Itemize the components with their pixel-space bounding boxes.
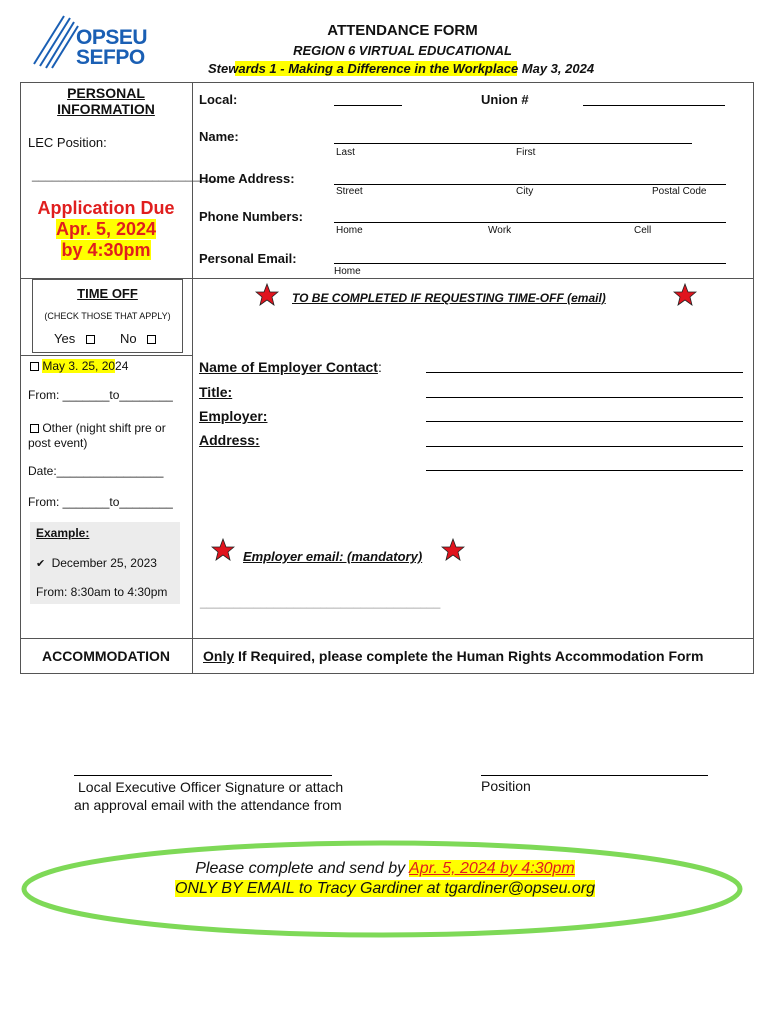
personal-email-input[interactable] — [334, 263, 726, 264]
home-phone-caption: Home — [336, 225, 363, 236]
other-option[interactable]: Other (night shift pre or post event) — [28, 421, 166, 450]
footer-line-1: Please complete and send by Apr. 5, 2024 by 4:30pm — [195, 860, 575, 877]
local-input[interactable] — [334, 105, 402, 106]
yes-checkbox[interactable] — [86, 335, 95, 344]
cell-phone-caption: Cell — [634, 225, 652, 236]
lec-position-label: LEC Position: — [28, 135, 107, 150]
postal-caption: Postal Code — [652, 186, 707, 197]
checkmark-icon: ✔ — [36, 558, 46, 570]
logo-text-sefpo: SEFPO — [76, 46, 145, 69]
logo-text-opseu: OPSEU — [76, 26, 148, 49]
from-to-1[interactable]: From: _______to________ — [28, 388, 173, 402]
address-label: Address: — [199, 432, 260, 448]
title-label: Title: — [199, 384, 233, 400]
date-field[interactable]: Date:________________ — [28, 464, 164, 478]
employer-email-input[interactable]: ____________________________________ — [200, 595, 441, 609]
address-input-2[interactable] — [426, 470, 743, 471]
phone-input[interactable] — [334, 222, 726, 223]
phone-label: Phone Numbers: — [199, 209, 304, 224]
employer-contact-label: Name of Employer Contact: — [199, 359, 382, 375]
no-option[interactable]: No — [120, 331, 156, 346]
form-subtitle: REGION 6 VIRTUAL EDUCATIONAL — [293, 43, 512, 58]
accommodation-text: Only If Required, please complete the Human Rights Accommodation Form — [203, 648, 704, 664]
example-date: ✔ December 25, 2023 — [36, 556, 157, 570]
star-icon — [673, 283, 697, 307]
home-address-input[interactable] — [334, 184, 726, 185]
name-input[interactable] — [334, 143, 692, 144]
employer-label: Employer: — [199, 408, 268, 424]
union-input[interactable] — [583, 105, 725, 106]
position-caption: Position — [481, 778, 531, 794]
local-label: Local: — [199, 92, 238, 107]
work-phone-caption: Work — [488, 225, 512, 236]
star-icon — [441, 538, 465, 562]
personal-info-heading: PERSONAL INFORMATION — [57, 85, 155, 117]
event-title: Stewards 1 - Making a Difference in the Workplace May 3, 2024 — [208, 61, 595, 76]
first-caption: First — [516, 147, 536, 158]
address-input-1[interactable] — [426, 446, 743, 447]
last-caption: Last — [336, 147, 355, 158]
opseu-logo — [28, 12, 173, 72]
lec-position-field[interactable]: ____________________________ — [32, 168, 219, 182]
form-title: ATTENDANCE FORM — [327, 22, 478, 39]
employer-input[interactable] — [426, 421, 743, 422]
home-address-label: Home Address: — [199, 171, 295, 186]
example-time: From: 8:30am to 4:30pm — [36, 585, 168, 599]
check-note: (CHECK THOSE THAT APPLY) — [44, 311, 171, 321]
signature-caption: Local Executive Officer Signature or attach an approval email with the attendance from — [74, 779, 344, 813]
street-caption: Street — [336, 186, 363, 197]
no-checkbox[interactable] — [147, 335, 156, 344]
footer-line-2: ONLY BY EMAIL to Tracy Gardiner at tgardiner@opseu.org — [174, 880, 595, 897]
from-to-2[interactable]: From: _______to________ — [28, 495, 173, 509]
other-checkbox[interactable] — [30, 424, 39, 433]
position-line[interactable] — [481, 775, 708, 776]
example-heading: Example: — [36, 526, 90, 540]
time-off-heading: TIME OFF — [77, 286, 138, 301]
employer-contact-input[interactable] — [426, 372, 743, 373]
date-option[interactable]: May 3. 25, 2024 — [30, 359, 128, 373]
star-icon — [211, 538, 235, 562]
title-input[interactable] — [426, 397, 743, 398]
accommodation-heading: ACCOMMODATION — [41, 648, 171, 664]
name-label: Name: — [199, 129, 239, 144]
time-off-banner: TO BE COMPLETED IF REQUESTING TIME-OFF (email) — [292, 291, 606, 305]
union-label: Union # — [481, 92, 529, 107]
city-caption: City — [516, 186, 534, 197]
employer-email-label: Employer email: (mandatory) — [243, 549, 423, 564]
star-icon — [255, 283, 279, 307]
date-checkbox[interactable] — [30, 362, 39, 371]
personal-email-label: Personal Email: — [199, 251, 297, 266]
application-due-notice: Application Due Apr. 5, 2024 by 4:30pm — [37, 198, 175, 260]
signature-line[interactable] — [74, 775, 332, 776]
yes-option[interactable]: Yes — [54, 331, 95, 346]
home-email-caption: Home — [334, 266, 361, 277]
